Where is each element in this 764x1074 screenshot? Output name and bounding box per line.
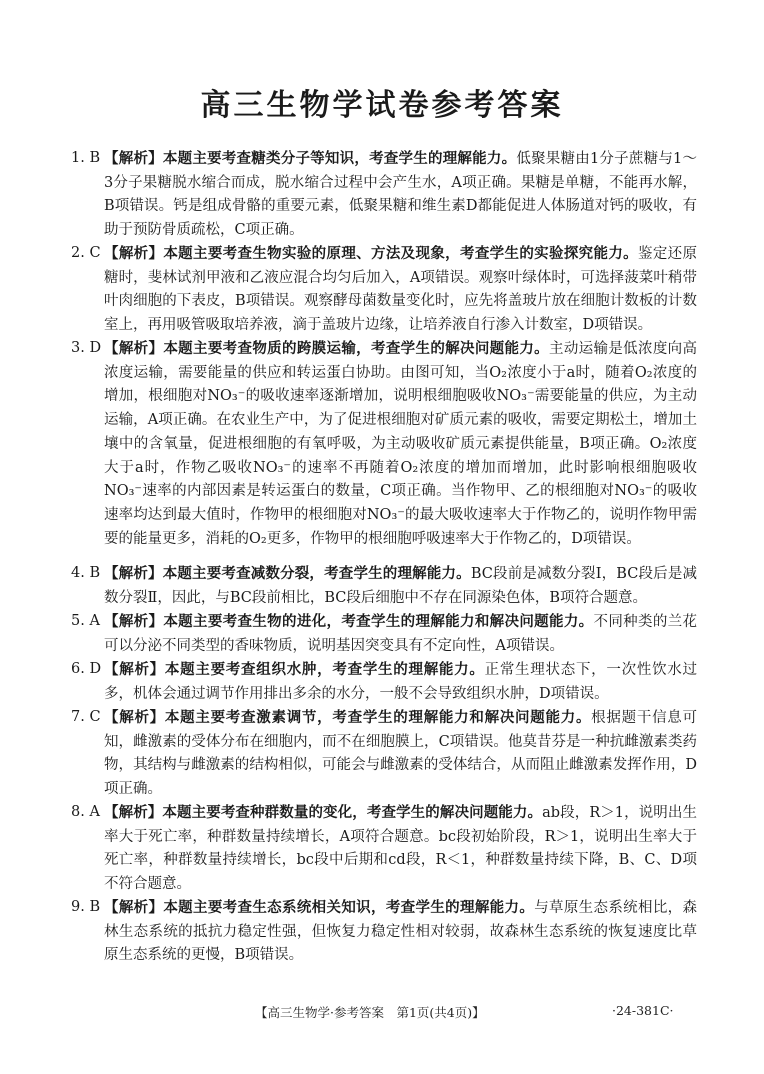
- answer-number: 6. D: [71, 661, 102, 677]
- answer-item-1: [71, 147, 697, 242]
- answer-lead: 本题主要考查糖类分子等知识，考查学生的理解能力。: [162, 150, 517, 167]
- answer-lead: 本题主要考查物质的跨膜运输，考查学生的解决问题能力。: [163, 340, 550, 357]
- answer-lead: 本题主要考查组织水肿，考查学生的理解能力。: [164, 661, 485, 678]
- answer-number: 5. A: [71, 613, 100, 629]
- answer-item-6: [71, 658, 697, 706]
- answer-body: 正常生理状态下，一次性饮水过多，机体会通过调节作用排出多余的水分，一般不会导致组织水肿，D项错误。: [104, 662, 698, 702]
- answer-item-8: [71, 801, 697, 896]
- answer-lead: 本题主要考查激素调节，考查学生的理解能力和解决问题能力。: [164, 709, 592, 726]
- analysis-tag: 【解析】: [104, 340, 164, 357]
- answer-lead: 本题主要考查生态系统相关知识，考查学生的理解能力。: [163, 899, 535, 916]
- answer-number: 1. B: [71, 150, 101, 166]
- analysis-tag: 【解析】: [104, 899, 164, 916]
- analysis-tag: 【解析】: [104, 613, 164, 630]
- analysis-tag: 【解析】: [104, 150, 163, 167]
- answer-body: 鉴定还原糖时，斐林试剂甲液和乙液应混合均匀后加入，A项错误。观察叶绿体时，可选择菠菜叶稍带叶肉细胞的下表皮，B项错误。观察酵母菌数量变化时，应先将盖玻片放在细胞计数板的计数室上，再用吸管吸取培养液，滴于盖玻片边缘，让培养液自行渗入计数室，D项错误。: [104, 246, 698, 334]
- page-title: 高三生物学试卷参考答案: [200, 88, 564, 123]
- answer-item-5: [71, 610, 697, 658]
- answer-lead: 本题主要考查生物的进化，考查学生的理解能力和解决问题能力。: [163, 613, 594, 630]
- answer-number: 7. C: [71, 709, 101, 725]
- answer-item-4: [71, 562, 697, 610]
- answer-lead: 本题主要考查减数分裂，考查学生的理解能力。: [162, 565, 471, 582]
- answer-lead: 本题主要考查生物实验的原理、方法及现象，考查学生的实验探究能力。: [163, 245, 639, 262]
- footer-code: ·24-381C·: [612, 1003, 674, 1018]
- answer-number: 3. D: [71, 340, 102, 356]
- answer-body: 主动运输是低浓度向高浓度运输，需要能量的供应和转运蛋白协助。由图可知，当O₂浓度小于a时，随着O₂浓度的增加，根细胞对NO₃⁻的吸收速率逐渐增加，说明根细胞吸收NO₃⁻需要能量的供应，为主动运输，A项正确。在农业生产中，为了促进根细胞对矿质元素的吸收，需要定期松土，增加土壤中的含氧量，促进根细胞的有氧呼吸，为主动吸收矿质元素提供能量，B项正确。O₂浓度大于a时，作物乙吸收NO₃⁻的速率不再随着O₂浓度的增加而增加，此时影响根细胞吸收NO₃⁻速率的内部因素是转运蛋白的数量，C项正确。当作物甲、乙的根细胞对NO₃⁻的吸收速率均达到最大值时，作物甲的根细胞对NO₃⁻的最大吸收速率大于作物乙的，说明作物甲需要的能量更多，消耗的O₂更多，作物甲的根细胞呼吸速率大于作物乙的，D项错误。: [104, 341, 698, 547]
- footer-page-info: 【高三生物学·参考答案 第1页(共4页)】: [255, 1005, 485, 1020]
- analysis-tag: 【解析】: [104, 565, 163, 582]
- answer-body: ab段，R＞1，说明出生率大于死亡率，种群数量持续增长，A项符合题意。bc段初始阶段，R＞1，说明出生率大于死亡率，种群数量持续增长，bc段中后期和cd段，R＜1，种群数量持续下降，B、C、D项不符合题意。: [104, 805, 698, 893]
- answer-item-9: [71, 896, 697, 968]
- answer-body: 低聚果糖由1分子蔗糖与1～3分子果糖脱水缩合而成，脱水缩合过程中会产生水，A项正确。果糖是单糖，不能再水解，B项错误。钙是组成骨骼的重要元素，低聚果糖和维生素D都能促进人体肠道对钙的吸收，有助于预防骨质疏松，C项正确。: [104, 151, 698, 239]
- answer-body: BC段前是减数分裂Ⅰ，BC段后是减数分裂Ⅱ，因此，与BC段前相比，BC段后细胞中不存在同源染色体，B项符合题意。: [104, 566, 698, 606]
- analysis-tag: 【解析】: [104, 804, 163, 821]
- answer-body: 不同种类的兰花可以分泌不同类型的香味物质，说明基因突变具有不定向性，A项错误。: [104, 614, 698, 654]
- answer-number: 8. A: [71, 804, 100, 820]
- answer-lead: 本题主要考查种群数量的变化，考查学生的解决问题能力。: [162, 804, 543, 821]
- answer-number: 9. B: [71, 899, 101, 915]
- answer-item-2: [71, 242, 697, 337]
- answer-body: 与草原生态系统相比，森林生态系统的抵抗力稳定性强，但恢复力稳定性相对较弱，故森林生态系统的恢复速度比草原生态系统的更慢，B项错误。: [104, 900, 698, 964]
- answer-list: [71, 147, 697, 968]
- analysis-tag: 【解析】: [104, 661, 165, 678]
- analysis-tag: 【解析】: [104, 709, 165, 726]
- answer-body: 根据题干信息可知，雌激素的受体分布在细胞内，而不在细胞膜上，C项错误。他莫昔芬是一种抗雌激素类药物，其结构与雌激素的结构相似，可能会与雌激素的受体结合，从而阻止雌激素发挥作用，D项正确。: [104, 710, 698, 798]
- answer-number: 4. B: [71, 565, 101, 581]
- answer-item-7: [71, 706, 697, 801]
- answer-item-3: [71, 337, 697, 562]
- answer-number: 2. C: [71, 245, 101, 261]
- analysis-tag: 【解析】: [104, 245, 164, 262]
